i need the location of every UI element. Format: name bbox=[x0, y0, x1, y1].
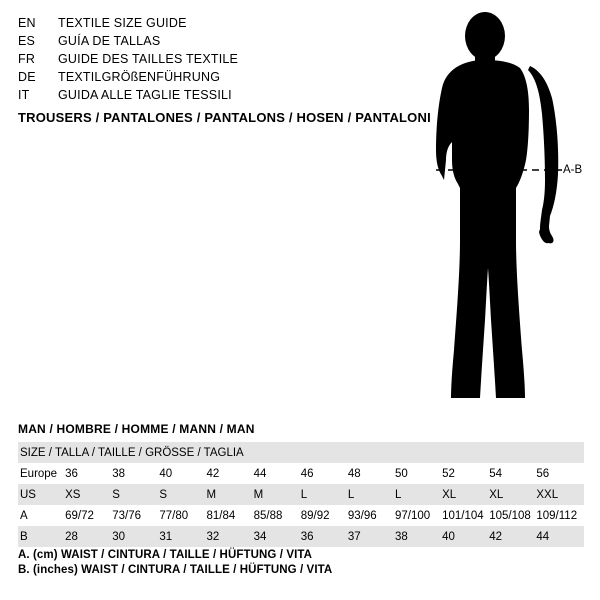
cell-a-0: 69/72 bbox=[65, 509, 94, 522]
cell-b-0: 28 bbox=[65, 526, 112, 547]
language-row-en bbox=[18, 14, 378, 32]
cell-us-10: XXL bbox=[536, 484, 584, 505]
table-row bbox=[18, 484, 584, 505]
language-text-fr: GUIDE DES TAILLES TEXTILE bbox=[58, 52, 239, 66]
cell-a-10: 109/112 bbox=[536, 509, 578, 522]
cell-europe-7: 50 bbox=[395, 467, 408, 480]
cell-us-9: XL bbox=[489, 484, 536, 505]
cell-us-2: S bbox=[159, 484, 206, 505]
cell-a-8: 101/104 bbox=[442, 509, 484, 522]
cell-europe-0: 36 bbox=[65, 467, 78, 480]
cell-us-0: XS bbox=[65, 484, 112, 505]
row-label-us: US bbox=[18, 484, 65, 505]
cell-europe-10: 56 bbox=[536, 467, 550, 480]
language-header-block bbox=[18, 14, 378, 104]
cell-us-1: S bbox=[112, 484, 159, 505]
cell-a-6: 93/96 bbox=[347, 509, 377, 522]
cell-b-7: 38 bbox=[395, 526, 442, 547]
language-code-de: DE bbox=[18, 70, 36, 84]
table-row bbox=[18, 463, 584, 484]
language-code-it: IT bbox=[18, 88, 30, 102]
row-label-a: A bbox=[20, 509, 28, 522]
footnotes bbox=[18, 548, 578, 578]
footnote-b: B. (inches) WAIST / CINTURA / TAILLE / HÜFTUNG / VITA bbox=[18, 564, 333, 576]
measure-label-ab: A-B bbox=[563, 164, 583, 176]
cell-us-8: XL bbox=[442, 484, 489, 505]
table-row bbox=[18, 505, 584, 526]
language-text-es: GUÍA DE TALLAS bbox=[58, 34, 161, 48]
garment-title: TROUSERS / PANTALONES / PANTALONS / HOSEN / PANTALONI bbox=[18, 110, 431, 125]
language-row-fr bbox=[18, 50, 378, 68]
cell-b-5: 36 bbox=[301, 526, 348, 547]
cell-europe-2: 40 bbox=[159, 467, 173, 480]
language-code-en: EN bbox=[18, 16, 36, 30]
cell-b-1: 30 bbox=[112, 526, 159, 547]
size-table bbox=[18, 442, 584, 547]
cell-us-3: M bbox=[207, 484, 254, 505]
language-row-it bbox=[18, 86, 378, 104]
cell-us-6: L bbox=[348, 484, 395, 505]
cell-us-4: M bbox=[254, 484, 301, 505]
language-text-de: TEXTILGRÖßENFÜHRUNG bbox=[58, 70, 221, 84]
section-title-man: MAN / HOMBRE / HOMME / MANN / MAN bbox=[18, 422, 255, 436]
row-label-europe: Europe bbox=[20, 467, 58, 480]
cell-a-2: 77/80 bbox=[159, 509, 189, 522]
language-text-it: GUIDA ALLE TAGLIE TESSILI bbox=[58, 88, 232, 102]
cell-europe-4: 44 bbox=[253, 467, 267, 480]
language-code-fr: FR bbox=[18, 52, 36, 66]
cell-b-4: 34 bbox=[254, 526, 301, 547]
cell-a-1: 73/76 bbox=[112, 509, 142, 522]
cell-europe-5: 46 bbox=[300, 467, 314, 480]
table-row-header bbox=[18, 442, 584, 463]
cell-europe-1: 38 bbox=[112, 467, 126, 480]
cell-b-9: 42 bbox=[489, 526, 536, 547]
figure-area bbox=[400, 10, 590, 410]
cell-europe-9: 54 bbox=[489, 467, 503, 480]
size-table-section bbox=[18, 422, 584, 547]
table-row bbox=[18, 526, 584, 547]
cell-europe-6: 48 bbox=[347, 467, 361, 480]
cell-b-3: 32 bbox=[207, 526, 254, 547]
table-header-label: SIZE / TALLA / TAILLE / GRÖSSE / TAGLIA bbox=[18, 442, 584, 463]
row-label-b: B bbox=[18, 526, 65, 547]
cell-europe-8: 52 bbox=[442, 467, 455, 480]
language-code-es: ES bbox=[18, 34, 36, 48]
cell-a-9: 105/108 bbox=[489, 509, 531, 522]
cell-a-4: 85/88 bbox=[253, 509, 283, 522]
cell-a-5: 89/92 bbox=[300, 509, 330, 522]
cell-b-6: 37 bbox=[348, 526, 395, 547]
cell-a-7: 97/100 bbox=[395, 509, 431, 522]
cell-europe-3: 42 bbox=[206, 467, 220, 480]
cell-us-7: L bbox=[395, 484, 442, 505]
cell-us-5: L bbox=[301, 484, 348, 505]
language-text-en: TEXTILE SIZE GUIDE bbox=[58, 16, 187, 30]
cell-b-8: 40 bbox=[442, 526, 489, 547]
cell-b-10: 44 bbox=[536, 526, 584, 547]
cell-a-3: 81/84 bbox=[206, 509, 236, 522]
man-silhouette-icon bbox=[400, 10, 590, 410]
language-row-es bbox=[18, 32, 378, 50]
footnote-a: A. (cm) WAIST / CINTURA / TAILLE / HÜFTUNG / VITA bbox=[18, 549, 313, 561]
cell-b-2: 31 bbox=[159, 526, 206, 547]
language-row-de bbox=[18, 68, 378, 86]
